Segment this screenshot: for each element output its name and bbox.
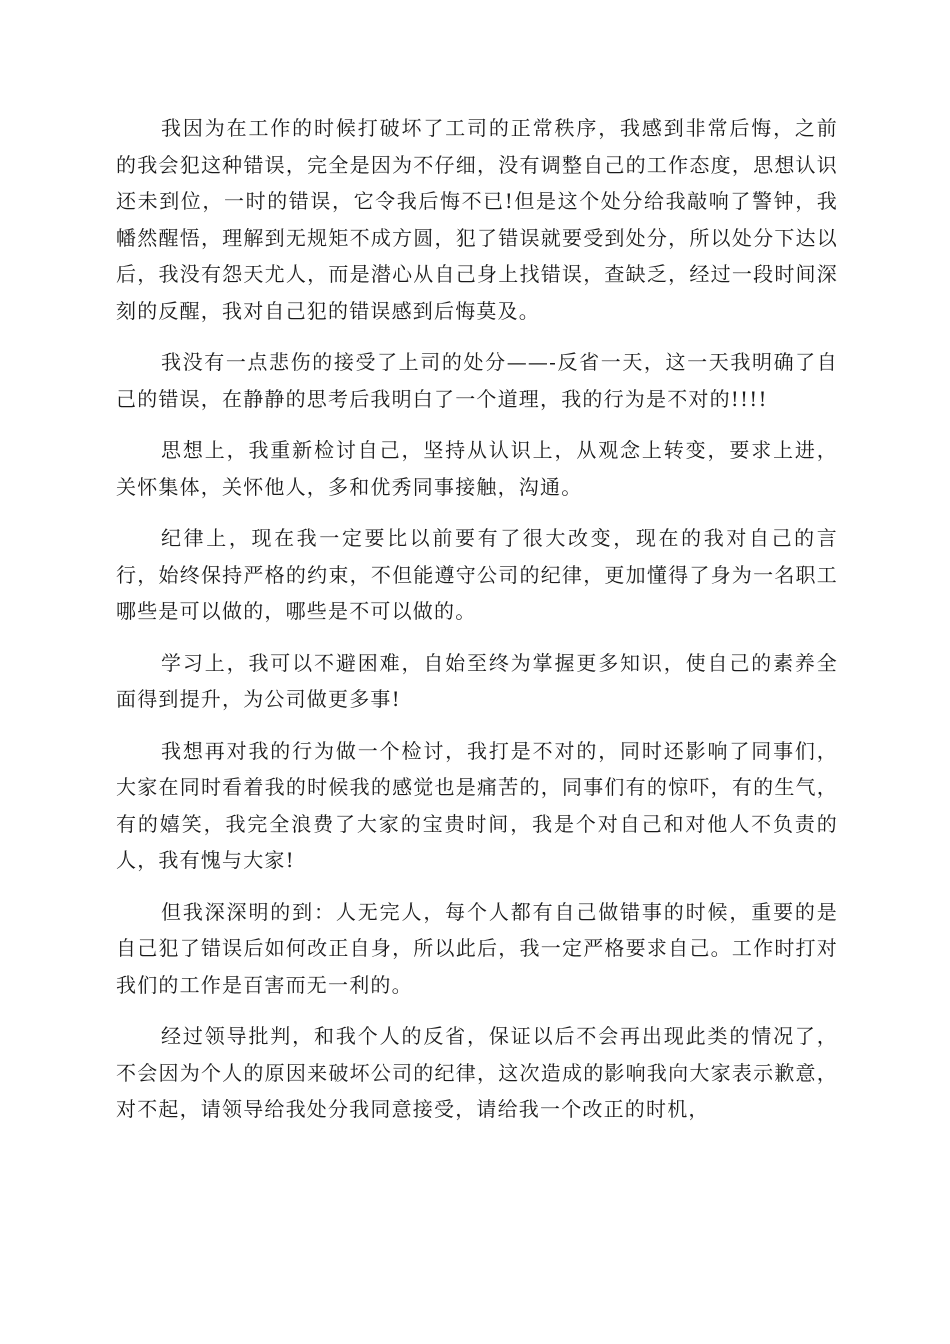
paragraph-5: 学习上，我可以不避困难，自始至终为掌握更多知识，使自己的素养全面得到提升，为公司做更多事!: [116, 650, 838, 711]
paragraph-6: 我想再对我的行为做一个检讨，我打是不对的，同时还影响了同事们，大家在同时看着我的时候我的感觉也是痛苦的，同事们有的惊吓，有的生气，有的嬉笑，我完全浪费了大家的宝贵时间，我是个对自己和对他人不负责的人，我有愧与大家!: [116, 738, 838, 872]
paragraph-1: 我因为在工作的时候打破坏了工司的正常秩序，我感到非常后悔，之前的我会犯这种错误，完全是因为不仔细，没有调整自己的工作态度，思想认识还未到位，一时的错误，它令我后悔不已!但是这个处分给我敲响了警钟，我幡然醒悟，理解到无规矩不成方圆，犯了错误就要受到处分，所以处分下达以后，我没有怨天尤人，而是潜心从自己身上找错误，查缺乏，经过一段时间深刻的反醒，我对自己犯的错误感到后悔莫及。: [116, 116, 838, 323]
paragraph-3: 思想上，我重新检讨自己，坚持从认识上，从观念上转变，要求上进，关怀集体，关怀他人，多和优秀同事接触，沟通。: [116, 438, 838, 499]
paragraph-4: 纪律上，现在我一定要比以前要有了很大改变，现在的我对自己的言行，始终保持严格的约束，不但能遵守公司的纪律，更加懂得了身为一名职工哪些是可以做的，哪些是不可以做的。: [116, 526, 838, 623]
paragraph-7: 但我深深明的到：人无完人，每个人都有自己做错事的时候，重要的是自己犯了错误后如何改正自身，所以此后，我一定严格要求自己。工作时打对我们的工作是百害而无一利的。: [116, 899, 838, 997]
paragraph-2: 我没有一点悲伤的接受了上司的处分——-反省一天，这一天我明确了自己的错误，在静静的思考后我明白了一个道理，我的行为是不对的!!!!: [116, 350, 838, 411]
document-body: [116, 110, 838, 1143]
paragraph-8: 经过领导批判，和我个人的反省，保证以后不会再出现此类的情况了，不会因为个人的原因来破坏公司的纪律，这次造成的影响我向大家表示歉意，对不起，请领导给我处分我同意接受，请给我一个改正的时机，: [116, 1024, 838, 1121]
